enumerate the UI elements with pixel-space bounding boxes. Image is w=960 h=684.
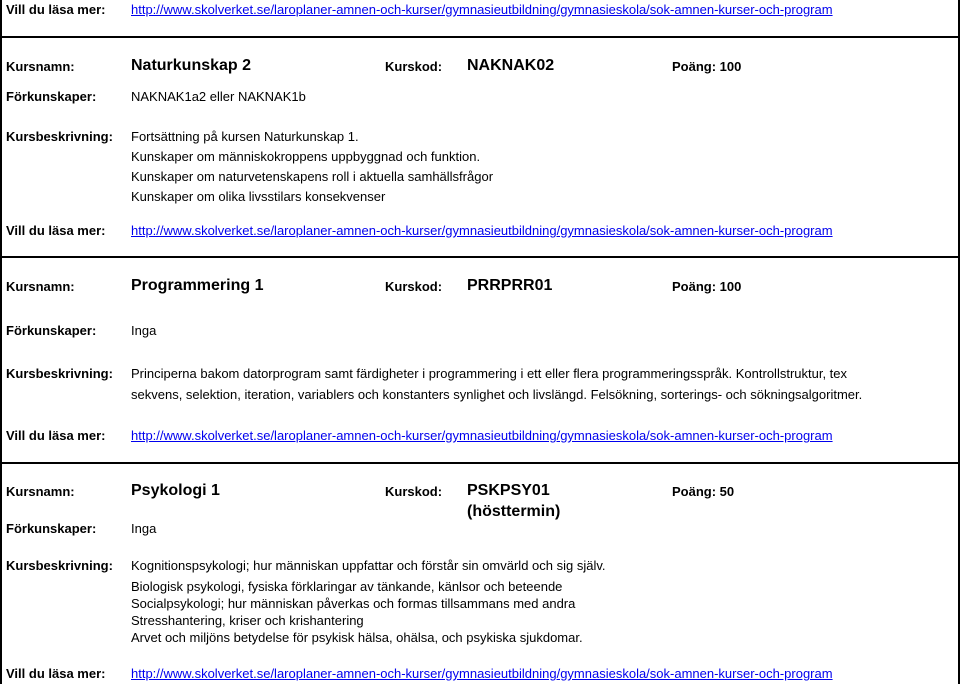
description-label: Kursbeskrivning: bbox=[6, 129, 113, 144]
more-link[interactable]: http://www.skolverket.se/laroplaner-amnen-och-kurser/gymnasieutbildning/gymnasieskola/sok-amnen-kurser-och-program bbox=[131, 223, 833, 238]
description-line: sekvens, selektion, iteration, variablers och konstanters synlighet och livslängd. Felsökning, sorterings- och sökningsalgoritmer. bbox=[131, 387, 863, 402]
course-name-label: Kursnamn: bbox=[6, 279, 75, 294]
course-term-note: (hösttermin) bbox=[467, 503, 561, 520]
course-name: Psykologi 1 bbox=[131, 482, 220, 499]
course-points: Poäng: 50 bbox=[672, 484, 735, 499]
prereq-label: Förkunskaper: bbox=[6, 323, 97, 338]
course-name: Naturkunskap 2 bbox=[131, 57, 252, 74]
description-label: Kursbeskrivning: bbox=[6, 558, 113, 573]
prereq-value: NAKNAK1a2 eller NAKNAK1b bbox=[131, 89, 306, 104]
course-name: Programmering 1 bbox=[131, 277, 264, 294]
course-points: Poäng: 100 bbox=[672, 279, 742, 294]
course-code-label: Kurskod: bbox=[385, 279, 443, 294]
prereq-value: Inga bbox=[131, 521, 157, 536]
more-label: Vill du läsa mer: bbox=[6, 2, 106, 17]
description-line: Kognitionspsykologi; hur människan uppfattar och förstår sin omvärld och sig själv. bbox=[131, 558, 606, 573]
description-line: Biologisk psykologi, fysiska förklaringar av tänkande, känlsor och beteende bbox=[131, 579, 563, 594]
course-code: NAKNAK02 bbox=[467, 57, 555, 74]
more-label: Vill du läsa mer: bbox=[6, 666, 106, 681]
divider bbox=[0, 462, 960, 464]
course-code: PSKPSY01 bbox=[467, 482, 550, 499]
course-name-label: Kursnamn: bbox=[6, 484, 75, 499]
description-line: Kunskaper om människokroppens uppbyggnad och funktion. bbox=[131, 149, 481, 164]
description-line: Stresshantering, kriser och krishantering bbox=[131, 613, 364, 628]
more-link[interactable]: http://www.skolverket.se/laroplaner-amnen-och-kurser/gymnasieutbildning/gymnasieskola/sok-amnen-kurser-och-program bbox=[131, 2, 833, 17]
description-line: Fortsättning på kursen Naturkunskap 1. bbox=[131, 129, 359, 144]
more-link[interactable]: http://www.skolverket.se/laroplaner-amnen-och-kurser/gymnasieutbildning/gymnasieskola/sok-amnen-kurser-och-program bbox=[131, 428, 833, 443]
divider bbox=[0, 36, 960, 38]
description-line: Principerna bakom datorprogram samt färdigheter i programmering i ett eller flera programmeringsspråk. Kontrollstruktur, tex bbox=[131, 366, 848, 381]
divider bbox=[0, 256, 960, 258]
prereq-label: Förkunskaper: bbox=[6, 89, 97, 104]
more-label: Vill du läsa mer: bbox=[6, 428, 106, 443]
course-code: PRRPRR01 bbox=[467, 277, 553, 294]
course-code-label: Kurskod: bbox=[385, 59, 443, 74]
prereq-label: Förkunskaper: bbox=[6, 521, 97, 536]
description-line: Arvet och miljöns betydelse för psykisk hälsa, ohälsa, och psykiska sjukdomar. bbox=[131, 630, 583, 645]
more-label: Vill du läsa mer: bbox=[6, 223, 106, 238]
left-border bbox=[0, 0, 2, 684]
more-link[interactable]: http://www.skolverket.se/laroplaner-amnen-och-kurser/gymnasieutbildning/gymnasieskola/sok-amnen-kurser-och-program bbox=[131, 666, 833, 681]
description-line: Kunskaper om naturvetenskapens roll i aktuella samhällsfrågor bbox=[131, 169, 494, 184]
course-name-label: Kursnamn: bbox=[6, 59, 75, 74]
description-line: Socialpsykologi; hur människan påverkas och formas tillsammans med andra bbox=[131, 596, 576, 611]
course-points: Poäng: 100 bbox=[672, 59, 742, 74]
prereq-value: Inga bbox=[131, 323, 157, 338]
course-code-label: Kurskod: bbox=[385, 484, 443, 499]
description-label: Kursbeskrivning: bbox=[6, 366, 113, 381]
description-line: Kunskaper om olika livsstilars konsekvenser bbox=[131, 189, 386, 204]
